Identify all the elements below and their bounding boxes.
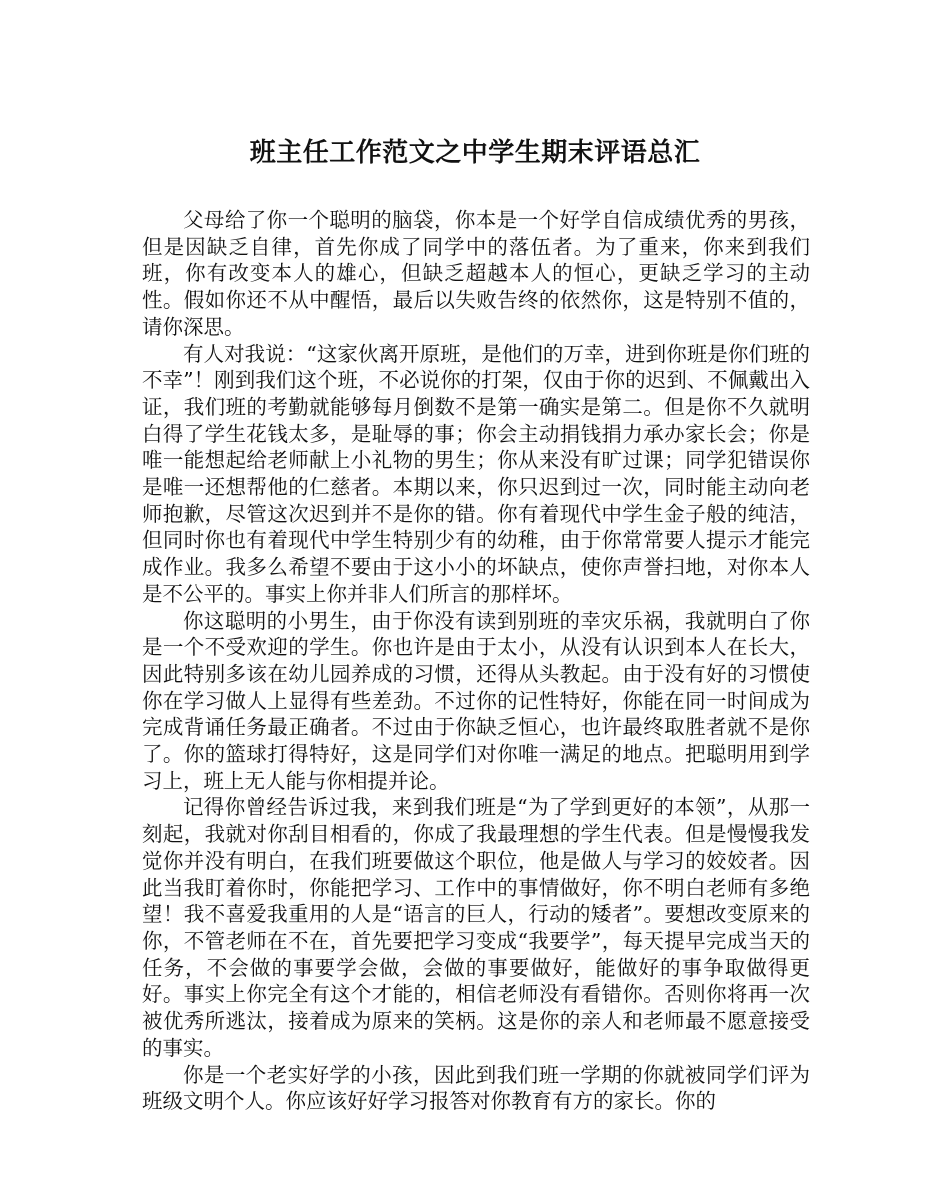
paragraph: 父母给了你一个聪明的脑袋，你本是一个好学自信成绩优秀的男孩，但是因缺乏自律，首先你成了同学中的落伍者。为了重来，你来到我们班，你有改变本人的雄心，但缺乏超越本人的恒心，更缺乏学习的主动性。假如你还不从中醒悟，最后以失败告终的依然你，这是特别不值的，请你深思。 [142,208,810,339]
paragraph: 记得你曾经告诉过我，来到我们班是“为了学到更好的本领”，从那一刻起，我就对你刮目相看的，你成了我最理想的学生代表。但是慢慢我发觉你并没有明白，在我们班要做这个职位，他是做人与学习的姣姣者。因此当我盯着你时，你能把学习、工作中的事情做好，你不明白老师有多绝望！我不喜爱我重用的人是“语言的巨人，行动的矮者”。要想改变原来的你，不管老师在不在，首先要把学习变成“我要学”，每天提早完成当天的任务，不会做的事要学会做，会做的事要做好，能做好的事争取做得更好。事实上你完全有这个才能的，相信老师没有看错你。否则你将再一次被优秀所逃汰，接着成为原来的笑柄。这是你的亲人和老师最不愿意接受的事实。 [142,795,810,1060]
paragraph: 有人对我说：“这家伙离开原班，是他们的万幸，进到你班是你们班的不幸”！刚到我们这个班，不必说你的打架，仅由于你的迟到、不佩戴出入证，我们班的考勤就能够每月倒数不是第一确实是第二。但是你不久就明白得了学生花钱太多，是耻辱的事；你会主动捐钱捐力承办家长会；你是唯一能想起给老师献上小礼物的男生；你从来没有旷过课；同学犯错误你是唯一还想帮他的仁慈者。本期以来，你只迟到过一次，同时能主动向老师抱歉，尽管这次迟到并不是你的错。你有着现代中学生金子般的纯洁，但同时你也有着现代中学生特别少有的幼稚，由于你常常要人提示才能完成作业。我多么希望不要由于这小小的坏缺点，使你声誉扫地，对你本人是不公平的。事实上你并非人们所言的那样坏。 [142,341,810,606]
paragraph: 你这聪明的小男生，由于你没有读到别班的幸灾乐祸，我就明白了你是一个不受欢迎的学生。你也许是由于太小，从没有认识到本人在长大，因此特别多该在幼儿园养成的习惯，还得从头教起。由于没有好的习惯使你在学习做人上显得有些差劲。不过你的记性特好，你能在同一时间成为完成背诵任务最正确者。不过由于你缺乏恒心，也许最终取胜者就不是你了。你的篮球打得特好，这是同学们对你唯一满足的地点。把聪明用到学习上，班上无人能与你相提并论。 [142,608,810,793]
document-title: 班主任工作范文之中学生期末评语总汇 [249,138,701,168]
paragraph: 你是一个老实好学的小孩，因此到我们班一学期的你就被同学们评为班级文明个人。你应该好好学习报答对你教育有方的家长。你的 [142,1062,810,1114]
document-body [142,207,810,1115]
